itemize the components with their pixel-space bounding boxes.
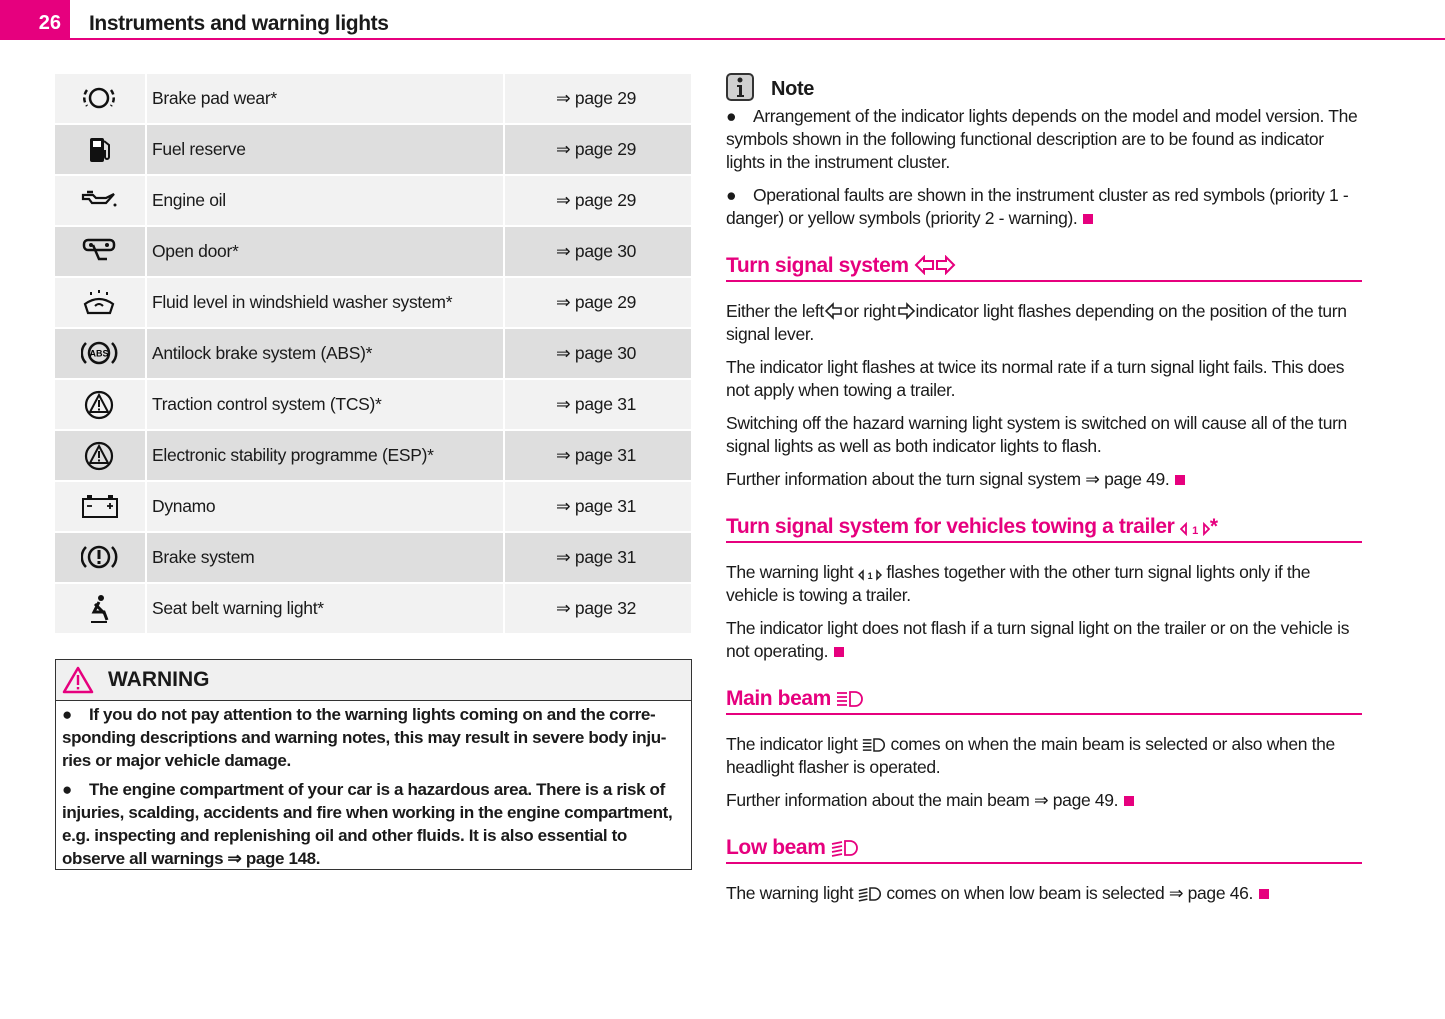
- note-item: ● Arrangement of the indicator lights depends on the model and model version. The symbols shown in the following functional description are to be found as indicator lights in the instrument cluster.: [726, 106, 1358, 172]
- trailer-indicator-icon: [858, 569, 882, 581]
- battery-icon: [81, 492, 119, 522]
- washer-fluid-icon: [81, 288, 119, 318]
- paragraph: [726, 733, 1362, 779]
- brake-pad-icon: [81, 84, 119, 114]
- text: or right: [843, 301, 896, 321]
- section-heading-turn-signal: [726, 254, 1362, 282]
- row-label: Antilock brake system (ABS)*: [147, 329, 505, 378]
- end-mark: [1175, 475, 1185, 485]
- row-label: Fluid level in windshield washer system*: [147, 278, 505, 327]
- table-row: [55, 380, 691, 431]
- warning-item: ● The engine compartment of your car is a hazardous area. There is a risk of injuries, scalding, accidents and fire when working in the engine compartment, e.g. inspecting and replenishing oil and other fluids. It is also essential to observe all warnings ⇒ page 148.: [62, 780, 673, 868]
- warning-triangle-icon: [62, 666, 94, 694]
- text: Either the left: [726, 301, 824, 321]
- brake-system-icon: [81, 543, 119, 573]
- paragraph: [726, 561, 1362, 607]
- warning-box: [55, 659, 692, 870]
- page-number: 26: [0, 0, 70, 40]
- section-heading-trailer: [726, 515, 1362, 543]
- icon-cell: [55, 431, 147, 480]
- low-beam-icon: [831, 839, 859, 857]
- row-label: Brake system: [147, 533, 505, 582]
- trailer-turn-signal-icon: [1180, 522, 1210, 536]
- note-header: [726, 72, 1362, 101]
- esp-icon: [81, 441, 119, 471]
- row-label: Traction control system (TCS)*: [147, 380, 505, 429]
- page-reference-link[interactable]: ⇒ page 30: [556, 241, 637, 261]
- page-reference-link[interactable]: ⇒ page 29: [556, 292, 637, 312]
- page-reference-link[interactable]: ⇒ page 29: [556, 139, 637, 159]
- main-beam-icon: [836, 690, 864, 708]
- row-label: Brake pad wear*: [147, 74, 505, 123]
- table-row: [55, 431, 691, 482]
- paragraph: The indicator light flashes at twice its normal rate if a turn signal light fails. This does not apply when towing a trailer.: [726, 357, 1345, 400]
- text: comes on when low beam is selected ⇒ page 46.: [886, 883, 1253, 903]
- warning-text: If you do not pay attention to the warning lights coming on and the corre-sponding descriptions and warning notes, this may result in severe body inju-ries or major vehicle damage.: [62, 705, 667, 770]
- paragraph: Switching off the hazard warning light system is switched on will cause all of the turn signal lights as well as both indicator lights to flash.: [726, 413, 1347, 456]
- right-column: [726, 72, 1362, 915]
- warning-item: ● If you do not pay attention to the warning lights coming on and the corre-sponding descriptions and warning notes, this may result in severe body inju-ries or major vehicle damage.: [62, 705, 667, 770]
- open-door-icon: [81, 237, 119, 267]
- paragraph: [726, 617, 1362, 663]
- row-label: Fuel reserve: [147, 125, 505, 174]
- svg-text:ABS: ABS: [89, 348, 109, 358]
- end-mark: [1259, 889, 1269, 899]
- table-row: [55, 533, 691, 584]
- table-row: [55, 74, 691, 125]
- heading-text: Main beam: [726, 687, 831, 710]
- table-row: [55, 329, 691, 380]
- icon-cell: [55, 74, 147, 123]
- note-text: Operational faults are shown in the instrument cluster as red symbols (priority 1 - danger) or yellow symbols (priority 2 - warning).: [726, 185, 1349, 228]
- page-reference-link[interactable]: ⇒ page 31: [556, 496, 637, 516]
- turn-signal-icon: [914, 255, 956, 275]
- note-text: Arrangement of the indicator lights depends on the model and model version. The symbols shown in the following functional description are to be found as indicator lights in the instrument cluster.: [726, 106, 1358, 172]
- heading-text: Turn signal system for vehicles towing a trailer: [726, 515, 1175, 538]
- icon-cell: [55, 482, 147, 531]
- tcs-icon: [81, 390, 119, 420]
- section-heading-main-beam: [726, 687, 1362, 715]
- page-reference-link[interactable]: ⇒ page 29: [556, 190, 637, 210]
- icon-cell: [55, 584, 147, 633]
- note-item: ● Operational faults are shown in the instrument cluster as red symbols (priority 1 - danger) or yellow symbols (priority 2 - warning).: [726, 185, 1349, 228]
- section-heading-low-beam: [726, 836, 1362, 864]
- table-row: [55, 584, 691, 635]
- warning-text: The engine compartment of your car is a hazardous area. There is a risk of injuries, scalding, accidents and fire when working in the engine compartment, e.g. inspecting and replenishing oil and other fluids. It is also essential to observe all warnings ⇒ page 148.: [62, 780, 673, 868]
- main-beam-indicator-icon: [862, 737, 886, 753]
- seat-belt-icon: [81, 594, 119, 624]
- paragraph: [726, 468, 1362, 491]
- table-row: [55, 227, 691, 278]
- text: indicator light flashes depending on the position of the turn signal lever.: [726, 301, 1347, 344]
- heading-text: Turn signal system: [726, 254, 909, 277]
- paragraph: [726, 882, 1362, 905]
- warning-lights-table: [55, 74, 691, 635]
- oil-can-icon: [81, 186, 119, 216]
- text: The indicator light: [726, 734, 858, 754]
- warning-header: [56, 660, 691, 701]
- table-row: [55, 176, 691, 227]
- text: comes on when the main beam is selected or also when the headlight flasher is operated.: [726, 734, 1335, 777]
- page-reference-link[interactable]: ⇒ page 30: [556, 343, 637, 363]
- row-label: Open door*: [147, 227, 505, 276]
- page-reference-link[interactable]: ⇒ page 31: [556, 445, 637, 465]
- page-reference-link[interactable]: ⇒ page 32: [556, 598, 637, 618]
- text: The warning light: [726, 562, 854, 582]
- table-row: [55, 482, 691, 533]
- info-icon: [726, 73, 754, 101]
- asterisk: *: [1209, 515, 1218, 538]
- icon-cell: [55, 227, 147, 276]
- page-reference-link[interactable]: ⇒ page 31: [556, 394, 637, 414]
- icon-cell: [55, 176, 147, 225]
- end-mark: [1083, 214, 1093, 224]
- page-title: Instruments and warning lights: [89, 12, 389, 35]
- left-arrow-icon: [824, 302, 844, 320]
- icon-cell: [55, 329, 147, 378]
- svg-text:1: 1: [1191, 525, 1198, 536]
- text: Further information about the turn signal system ⇒ page 49.: [726, 469, 1170, 489]
- svg-text:1: 1: [867, 571, 873, 581]
- abs-icon: [81, 339, 119, 369]
- paragraph: [726, 300, 1362, 346]
- text: The indicator light does not flash if a turn signal light on the trailer or on the vehicle is not operating.: [726, 618, 1350, 661]
- header-rule: [70, 38, 1445, 40]
- table-row: [55, 278, 691, 329]
- paragraph: [726, 789, 1362, 812]
- page-reference-link[interactable]: ⇒ page 29: [556, 88, 637, 108]
- end-mark: [1124, 796, 1134, 806]
- row-label: Dynamo: [147, 482, 505, 531]
- icon-cell: [55, 125, 147, 174]
- fuel-pump-icon: [81, 135, 119, 165]
- page-reference-link[interactable]: ⇒ page 31: [556, 547, 637, 567]
- low-beam-indicator-icon: [858, 886, 882, 902]
- icon-cell: [55, 278, 147, 327]
- text: Further information about the main beam ⇒ page 49.: [726, 790, 1119, 810]
- table-row: [55, 125, 691, 176]
- warning-title: WARNING: [108, 668, 210, 691]
- row-label: Electronic stability programme (ESP)*: [147, 431, 505, 480]
- row-label: Engine oil: [147, 176, 505, 225]
- icon-cell: [55, 533, 147, 582]
- text: The warning light: [726, 883, 854, 903]
- note-title: Note: [771, 78, 815, 100]
- text: flashes together with the other turn signal lights only if the vehicle is towing a trailer.: [726, 562, 1311, 605]
- icon-cell: [55, 380, 147, 429]
- end-mark: [834, 647, 844, 657]
- row-label: Seat belt warning light*: [147, 584, 505, 633]
- heading-text: Low beam: [726, 836, 826, 859]
- right-arrow-icon: [896, 302, 916, 320]
